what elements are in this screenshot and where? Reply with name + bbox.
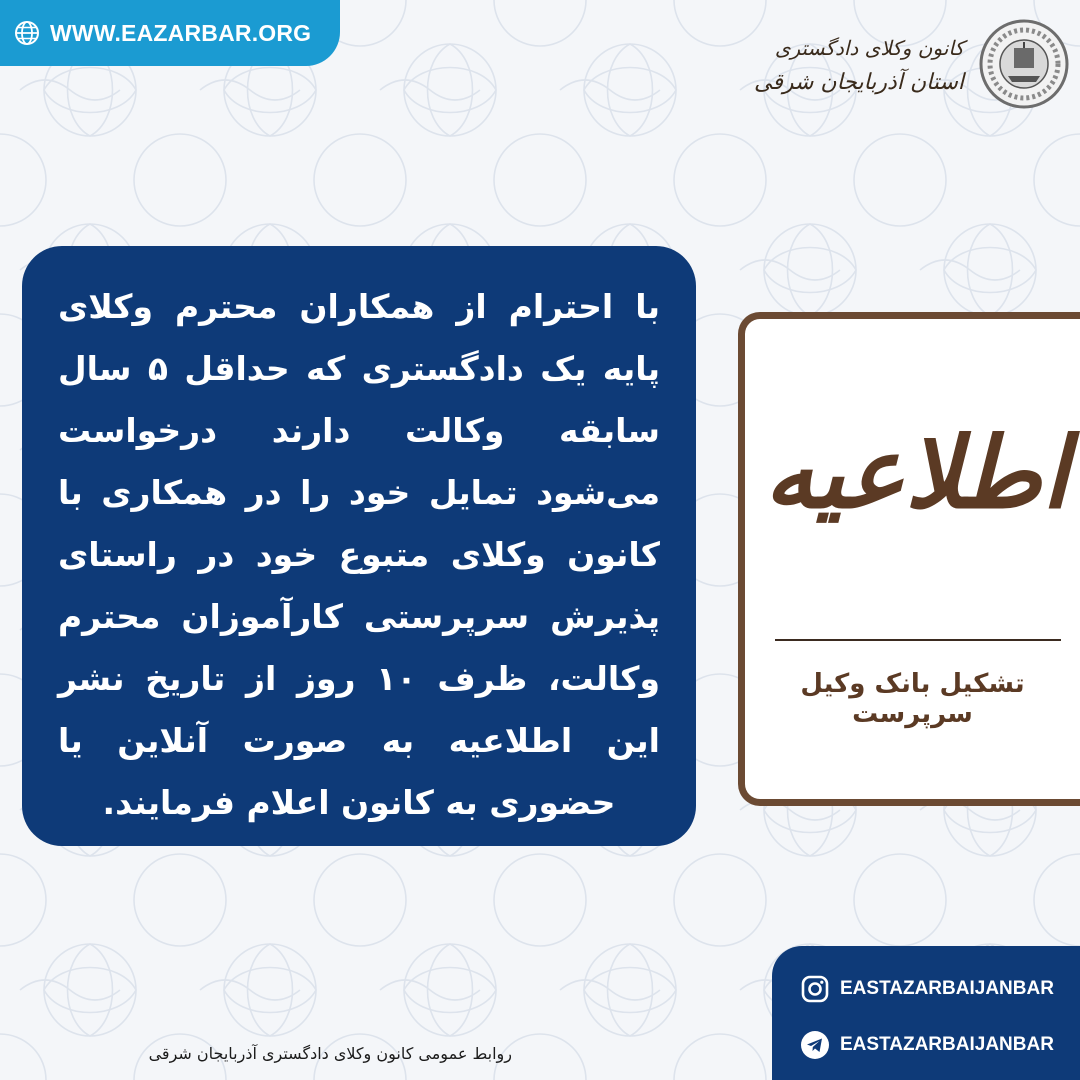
globe-icon [14, 20, 40, 46]
bar-association-seal-icon [978, 18, 1070, 110]
org-name-line1: کانون وکلای دادگستری [774, 36, 964, 60]
instagram-link[interactable] [800, 974, 1054, 1004]
footer-credit: روابط عمومی کانون وکلای دادگستری آذربایجان شرقی [148, 1044, 512, 1063]
announcement-body-text: با احترام از همکاران محترم وکلای پایه یک دادگستری که حداقل ۵ سال سابقه وکالت دارند درخواست می‌شود تمایل خود را در همکاری با کانون وکلای متبوع خود در راستای پذیرش سرپرستی کارآموزان محترم وکالت، ظرف ۱۰ روز از تاریخ نشر این اطلاعیه به صورت آنلاین یا حضوری به کانون اعلام فرمایند. [58, 287, 660, 822]
social-links-box [772, 946, 1080, 1080]
announcement-body-box [22, 246, 696, 846]
telegram-link[interactable] [800, 1030, 1054, 1060]
website-banner[interactable] [0, 0, 340, 66]
notice-subtitle: تشکیل بانک وکیل سرپرست [800, 669, 1025, 729]
notice-title-box [738, 312, 1080, 806]
instagram-icon [800, 974, 830, 1004]
notice-divider [775, 639, 1061, 641]
telegram-handle[interactable]: EASTAZARBAIJANBAR [840, 1034, 1054, 1055]
notice-title: اطلاعیه [764, 416, 1069, 531]
website-url[interactable]: WWW.EAZARBAR.ORG [50, 19, 312, 46]
org-logo [754, 18, 1070, 118]
telegram-icon [800, 1030, 830, 1060]
instagram-handle[interactable]: EASTAZARBAIJANBAR [840, 978, 1054, 999]
org-name-line2: استان آذربایجان شرقی [754, 70, 964, 95]
